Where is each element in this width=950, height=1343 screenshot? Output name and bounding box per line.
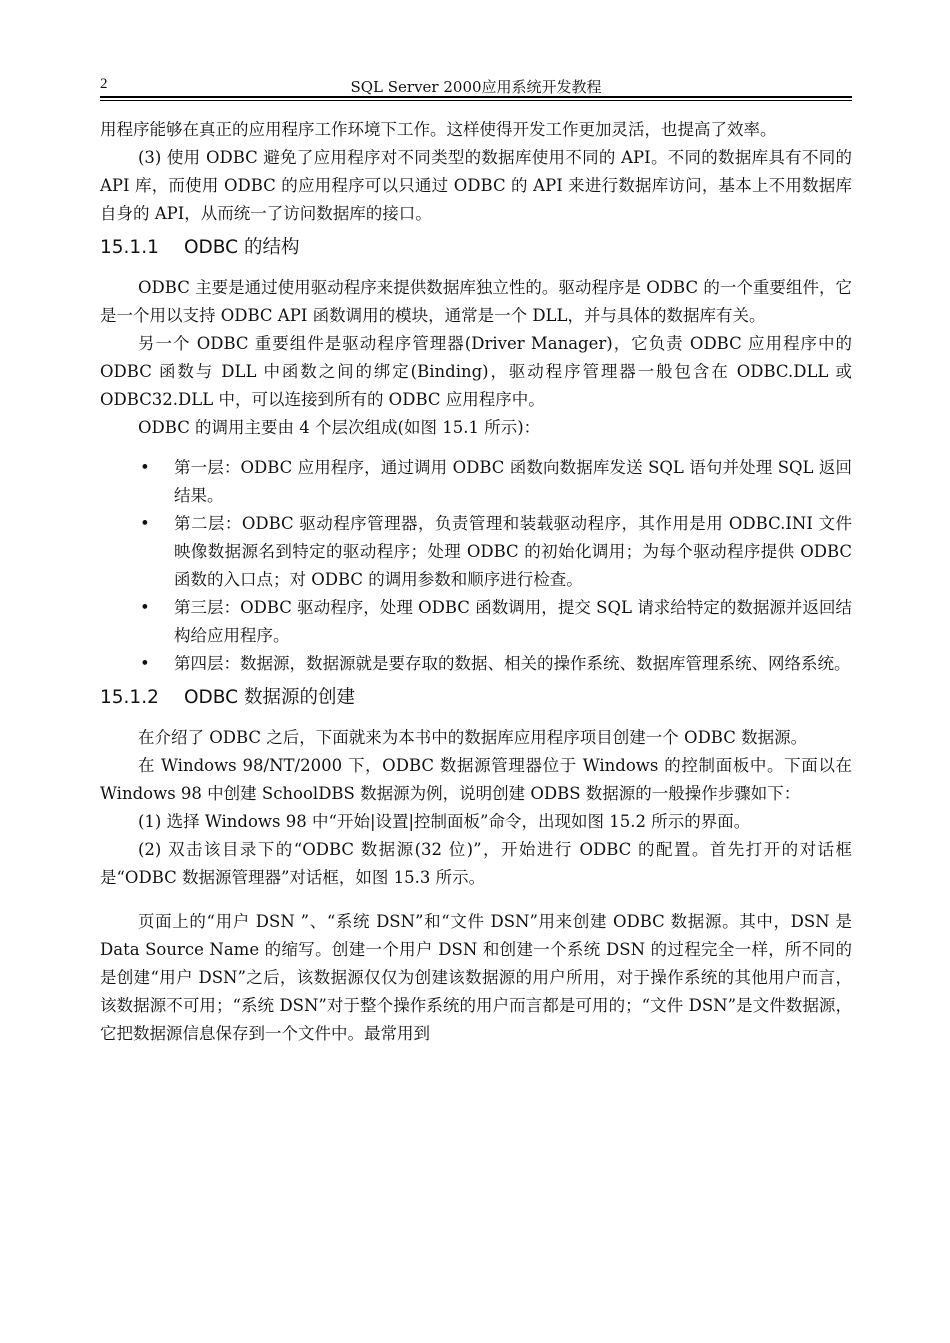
- list-item-text: 第一层：ODBC 应用程序，通过调用 ODBC 函数向数据库发送 SQL 语句并处理 SQL 返回结果。: [174, 458, 852, 505]
- body-paragraph: (1) 选择 Windows 98 中“开始|设置|控制面板”命令，出现如图 15.2 所示的界面。: [138, 812, 751, 831]
- body-paragraph: (2) 双击该目录下的“ODBC 数据源(32 位)”，开始进行 ODBC 的配置。首先打开的对话框是“ODBC 数据源管理器”对话框，如图 15.3 所示。: [100, 840, 852, 887]
- section-title: ODBC 数据源的创建: [184, 687, 355, 708]
- header-rule-thick: [100, 96, 852, 98]
- section-heading: [100, 236, 852, 260]
- body-paragraph: 在介绍了 ODBC 之后，下面就来为本书中的数据库应用程序项目创建一个 ODBC 数据源。: [138, 728, 808, 747]
- bullet-icon: •: [140, 458, 150, 477]
- body-paragraph: 用程序能够在真正的应用程序工作环境下工作。这样使得开发工作更加灵活，也提高了效率。: [100, 120, 777, 139]
- page-body: [100, 116, 852, 1048]
- body-paragraph: (3) 使用 ODBC 避免了应用程序对不同类型的数据库使用不同的 API。不同的数据库具有不同的 API 库，而使用 ODBC 的应用程序可以只通过 ODBC 的 API 来进行数据库访问，基本上不用数据库自身的 API，从而统一了访问数据库的接口。: [100, 148, 852, 223]
- running-title: SQL Server 2000应用系统开发教程: [350, 78, 602, 96]
- section-number: 15.1.2: [100, 687, 159, 708]
- bullet-icon: •: [140, 514, 150, 533]
- list-item: [100, 594, 852, 650]
- bullet-icon: •: [140, 598, 150, 617]
- list-item: [100, 454, 852, 510]
- layer-list: [100, 454, 852, 678]
- list-item-text: 第四层：数据源，数据源就是要存取的数据、相关的操作系统、数据库管理系统、网络系统。: [174, 654, 851, 673]
- body-paragraph: ODBC 的调用主要由 4 个层次组成(如图 15.1 所示)：: [138, 418, 541, 437]
- body-paragraph: 页面上的“用户 DSN ”、“系统 DSN”和“文件 DSN”用来创建 ODBC 数据源。其中，DSN 是 Data Source Name 的缩写。创建一个用户 DSN 和创建一个系统 DSN 的过程完全一样，所不同的是创建“用户 DSN”之后，该数据源仅仅为创建该数据源的用户所用，对于操作系统的其他用户而言，该数据源不可用；“系统 DSN”对于整个操作系统的用户而言都是可用的；“文件 DSN”是文件数据源，它把数据源信息保存到一个文件中。最常用到: [100, 912, 852, 1043]
- body-paragraph: ODBC 主要是通过使用驱动程序来提供数据库独立性的。驱动程序是 ODBC 的一个重要组件，它是一个用以支持 ODBC API 函数调用的模块，通常是一个 DLL，并与具体的数据库有关。: [100, 278, 852, 325]
- body-paragraph: 在 Windows 98/NT/2000 下，ODBC 数据源管理器位于 Windows 的控制面板中。下面以在 Windows 98 中创建 SchoolDBS 数据源为例，说明创建 ODBS 数据源的一般操作步骤如下：: [100, 756, 852, 803]
- list-item: [100, 650, 852, 678]
- section-heading: [100, 686, 852, 710]
- section-number: 15.1.1: [100, 237, 159, 258]
- bullet-icon: •: [140, 654, 150, 673]
- page-number: 2: [100, 76, 108, 92]
- list-item-text: 第三层：ODBC 驱动程序，处理 ODBC 函数调用，提交 SQL 请求给特定的数据源并返回结构给应用程序。: [174, 598, 852, 645]
- page-header: [100, 76, 852, 98]
- list-item-text: 第二层：ODBC 驱动程序管理器，负责管理和装载驱动程序，其作用是用 ODBC.INI 文件映像数据源名到特定的驱动程序；处理 ODBC 的初始化调用；为每个驱动程序提供 ODBC 函数的入口点；对 ODBC 的调用参数和顺序进行检查。: [174, 514, 852, 589]
- body-paragraph: 另一个 ODBC 重要组件是驱动程序管理器(Driver Manager)，它负责 ODBC 应用程序中的 ODBC 函数与 DLL 中函数之间的绑定(Binding)，驱动程序管理器一般包含在 ODBC.DLL 或 ODBC32.DLL 中，可以连接到所有的 ODBC 应用程序中。: [100, 334, 852, 409]
- header-rule-thin: [100, 100, 852, 101]
- section-title: ODBC 的结构: [184, 237, 300, 258]
- list-item: [100, 510, 852, 594]
